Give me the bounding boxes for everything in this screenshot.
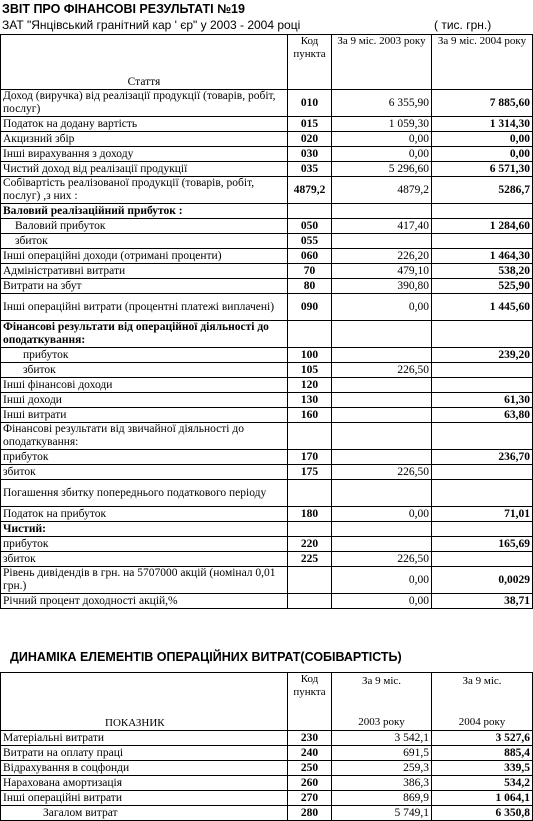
row-value-2004: 38,71 [432,594,533,609]
table-row [1,264,533,279]
row-code: 80 [288,279,332,294]
company-period: ЗАТ "Янцівський гранітний кар ' єр" у 2003 - 2004 році [2,18,301,32]
row-value-2004: 1 464,30 [432,249,533,264]
header-2004 [432,673,533,731]
table-row [1,117,533,132]
row-label: Загалом витрат [1,806,288,821]
row-label: Валовий прибуток [1,219,288,234]
table-row [1,378,533,393]
row-code [288,594,332,609]
row-value-2004: 525,90 [432,279,533,294]
row-code: 090 [288,294,332,321]
row-value-2003: 226,50 [332,363,432,378]
row-value-2003 [332,450,432,465]
row-value-2004: 7 885,60 [432,90,533,117]
row-code: 130 [288,393,332,408]
row-value-2004: 6 350,8 [432,806,533,821]
row-code: 260 [288,776,332,791]
row-label: Інші операційні витрати [1,791,288,806]
table-row [1,465,533,480]
row-value-2003: 259,3 [332,761,432,776]
row-value-2004 [432,480,533,507]
row-code: 70 [288,264,332,279]
row-value-2004: 5286,7 [432,177,533,204]
header-2003: За 9 міс. 2003 року [332,35,432,90]
row-value-2003: 869,9 [332,791,432,806]
table-row [1,537,533,552]
row-value-2003: 4879,2 [332,177,432,204]
row-label: прибуток [1,348,288,363]
report-subtitle [2,17,531,33]
row-value-2004: 6 571,30 [432,162,533,177]
row-label: Річний процент доходності акцій,% [1,594,288,609]
row-value-2004: 71,01 [432,507,533,522]
row-value-2004: 1 314,30 [432,117,533,132]
row-code: 180 [288,507,332,522]
row-label: Інші операційні доходи (отримані проценти) [1,249,288,264]
row-label: Акцизний збір [1,132,288,147]
financial-results-table [0,34,533,609]
table-row [1,204,533,219]
row-value-2003 [332,234,432,249]
row-label: Фінансові результати від операційної діяльності до оподаткування: [1,321,288,348]
row-value-2003: 0,00 [332,147,432,162]
row-label: збиток [1,465,288,480]
row-value-2003: 226,20 [332,249,432,264]
cost-dynamics-table [0,672,533,821]
row-code: 010 [288,90,332,117]
row-code: 250 [288,761,332,776]
row-value-2004 [432,465,533,480]
row-value-2003: 3 542,1 [332,731,432,746]
row-value-2003: 1 059,30 [332,117,432,132]
header-indicator: ПОКАЗНИК [1,673,288,731]
row-label: Чистий доход від реалізації продукції [1,162,288,177]
row-value-2004 [432,204,533,219]
row-code: 240 [288,746,332,761]
row-code: 230 [288,731,332,746]
row-code: 060 [288,249,332,264]
row-label: прибуток [1,450,288,465]
table-row [1,522,533,537]
row-code [288,567,332,594]
row-value-2004 [432,522,533,537]
header-2004: За 9 міс. 2004 року [432,35,533,90]
row-label: Інші фінансові доходи [1,378,288,393]
row-value-2003: 386,3 [332,776,432,791]
row-value-2003 [332,408,432,423]
row-value-2003 [332,204,432,219]
row-label: Інші доходи [1,393,288,408]
row-value-2003 [332,537,432,552]
row-value-2004: 0,0029 [432,567,533,594]
row-value-2003: 479,10 [332,264,432,279]
row-label: Інші операційні витрати (процентні платежі виплачені) [1,294,288,321]
row-value-2003: 5 749,1 [332,806,432,821]
row-label: Валовий реалізаційний прибуток : [1,204,288,219]
row-code: 220 [288,537,332,552]
row-code [288,423,332,450]
row-code: 170 [288,450,332,465]
row-value-2003: 0,00 [332,294,432,321]
row-code: 280 [288,806,332,821]
row-label: Собівартість реалізованої продукції (товарів, робіт, послуг) ,з них : [1,177,288,204]
row-value-2004: 1 445,60 [432,294,533,321]
table-row [1,249,533,264]
row-label: Матеріальні витрати [1,731,288,746]
row-value-2003: 0,00 [332,507,432,522]
row-code [288,480,332,507]
row-value-2004: 1 284,60 [432,219,533,234]
row-value-2003: 6 355,90 [332,90,432,117]
row-code: 160 [288,408,332,423]
cost-dynamics-title: ДИНАМІКА ЕЛЕМЕНТІВ ОПЕРАЦІЙНИХ ВИТРАТ(СОБІВАРТІСТЬ) [10,650,402,664]
row-label: збиток [1,363,288,378]
row-code: 055 [288,234,332,249]
row-label: Нарахована амортизація [1,776,288,791]
row-value-2004 [432,552,533,567]
row-value-2004: 1 064,1 [432,791,533,806]
row-value-2003 [332,480,432,507]
table-row [1,746,533,761]
row-label: Фінансові результати від звичайної діяльності до оподаткування: [1,423,288,450]
row-label: прибуток [1,537,288,552]
row-value-2004: 538,20 [432,264,533,279]
table-row [1,423,533,450]
row-value-2004: 885,4 [432,746,533,761]
table-row [1,806,533,821]
table-row [1,393,533,408]
row-value-2003: 417,40 [332,219,432,234]
row-label: Адміністративні витрати [1,264,288,279]
row-label: Інші витрати [1,408,288,423]
row-code: 100 [288,348,332,363]
row-label: Податок на додану вартість [1,117,288,132]
row-code: 120 [288,378,332,393]
row-label: Доход (виручка) від реалізації продукції (товарів, робіт, послуг) [1,90,288,117]
table-row [1,363,533,378]
header-2003 [332,673,432,731]
row-value-2004: 3 527,6 [432,731,533,746]
row-code: 175 [288,465,332,480]
row-value-2004: 61,30 [432,393,533,408]
row-code: 035 [288,162,332,177]
header-article: Стаття [1,35,288,90]
row-value-2004: 534,2 [432,776,533,791]
row-code: 105 [288,363,332,378]
row-value-2004: 236,70 [432,450,533,465]
row-code [288,204,332,219]
table-row [1,162,533,177]
row-value-2004 [432,423,533,450]
row-code: 015 [288,117,332,132]
row-code: 050 [288,219,332,234]
row-label: Витрати на збут [1,279,288,294]
table-row [1,321,533,348]
row-code: 030 [288,147,332,162]
row-value-2003 [332,378,432,393]
row-value-2003: 390,80 [332,279,432,294]
row-value-2004: 339,5 [432,761,533,776]
row-label: збиток [1,234,288,249]
table-row [1,177,533,204]
row-code [288,321,332,348]
table-row [1,450,533,465]
row-value-2004 [432,321,533,348]
row-value-2003 [332,423,432,450]
table-header-row [1,673,533,731]
row-label: збиток [1,552,288,567]
table-row [1,776,533,791]
units-label: ( тис. грн.) [434,18,492,32]
row-label: Рівень дивідендів в грн. на 5707000 акцій (номінал 0,01 грн.) [1,567,288,594]
row-code: 020 [288,132,332,147]
row-value-2003: 691,5 [332,746,432,761]
table-row [1,594,533,609]
table-row [1,234,533,249]
table-row [1,552,533,567]
header-code: Код пункта [288,35,332,90]
cost-dynamics-body [1,731,533,821]
table-row [1,348,533,363]
row-value-2004: 239,20 [432,348,533,363]
report-title: ЗВІТ ПРО ФІНАНСОВІ РЕЗУЛЬТАТІ №19 [2,2,245,16]
row-value-2004: 165,69 [432,537,533,552]
row-value-2003 [332,393,432,408]
table-row [1,90,533,117]
table-row [1,791,533,806]
row-label: Погашення збитку попереднього податкового періоду [1,480,288,507]
row-value-2003: 226,50 [332,552,432,567]
row-value-2003: 5 296,60 [332,162,432,177]
header-2003-year: 2003 року [358,715,405,728]
table-row [1,219,533,234]
row-value-2003: 0,00 [332,132,432,147]
header-2004-period: За 9 міс. [462,674,502,687]
row-label: Інші вирахування з доходу [1,147,288,162]
row-label: Чистий: [1,522,288,537]
table-row [1,567,533,594]
row-code: 4879,2 [288,177,332,204]
table-row [1,132,533,147]
table-header-row [1,35,533,90]
table-row [1,761,533,776]
row-value-2004: 0,00 [432,147,533,162]
table-row [1,408,533,423]
row-value-2004 [432,234,533,249]
table-row [1,731,533,746]
table-row [1,507,533,522]
header-2003-period: За 9 міс. [361,674,402,687]
row-value-2004: 63,80 [432,408,533,423]
header-2004-year: 2004 року [458,715,506,728]
row-value-2003: 0,00 [332,594,432,609]
table-row [1,480,533,507]
row-value-2003: 226,50 [332,465,432,480]
table-row [1,279,533,294]
row-code: 225 [288,552,332,567]
table-row [1,147,533,162]
table-row [1,294,533,321]
row-label: Податок на прибуток [1,507,288,522]
row-label: Витрати на оплату праці [1,746,288,761]
row-label: Відрахування в соцфонди [1,761,288,776]
header-code: Код пункта [288,673,332,731]
row-code: 270 [288,791,332,806]
row-value-2004: 0,00 [432,132,533,147]
row-value-2003: 0,00 [332,567,432,594]
row-value-2004 [432,378,533,393]
row-value-2003 [332,321,432,348]
row-value-2003 [332,522,432,537]
row-code [288,522,332,537]
row-value-2004 [432,363,533,378]
row-value-2003 [332,348,432,363]
financial-results-body [1,90,533,609]
